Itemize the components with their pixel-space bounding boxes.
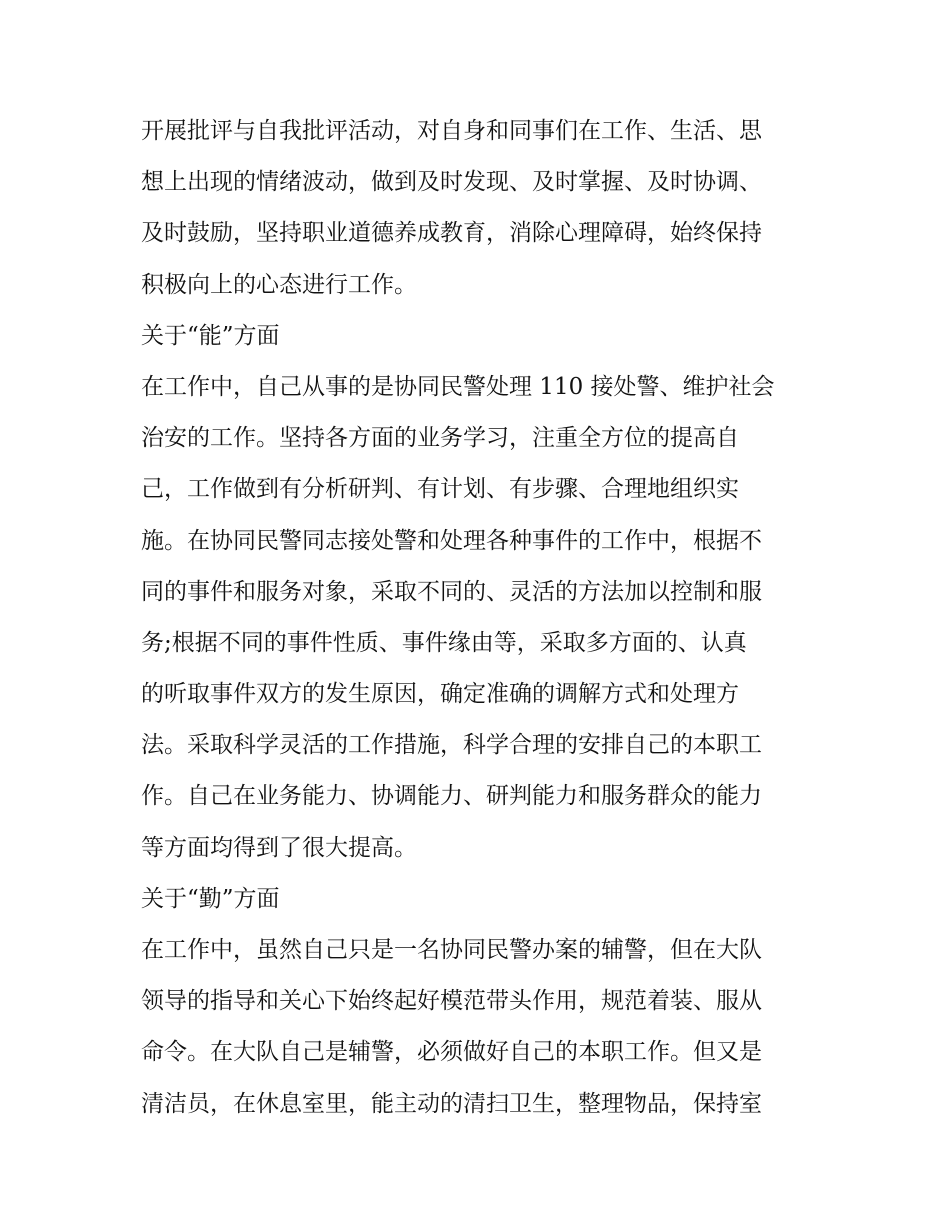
text-line: 作。自己在业务能力、协调能力、研判能力和服务群众的能力 [141, 783, 762, 810]
section-heading-qin: 关于“勤”方面 [141, 885, 280, 912]
text-line: 开展批评与自我批评活动，对自身和同事们在工作、生活、思 [141, 118, 762, 144]
text-line: 清洁员，在休息室里，能主动的清扫卫生，整理物品，保持室 [141, 1090, 762, 1117]
text-line: 己，工作做到有分析研判、有计划、有步骤、合理地组织实 [141, 476, 739, 503]
text-line: 领导的指导和关心下始终起好模范带头作用，规范着装、服从 [141, 988, 762, 1015]
text-line: 在工作中，自己从事的是协同民警处理 110 接处警、维护社会 [141, 373, 775, 400]
text-line: 及时鼓励，坚持职业道德养成教育，消除心理障碍，始终保持 [141, 220, 762, 247]
text-line: 想上出现的情绪波动，做到及时发现、及时掌握、及时协调、 [141, 169, 762, 196]
text-line: 施。在协同民警同志接处警和处理各种事件的工作中，根据不 [141, 527, 762, 554]
document-body [141, 106, 821, 1130]
text-line: 治安的工作。坚持各方面的业务学习，注重全方位的提高自 [141, 425, 739, 452]
text-line: 法。采取科学灵活的工作措施，科学合理的安排自己的本职工 [141, 732, 762, 759]
text-line: 同的事件和服务对象，采取不同的、灵活的方法加以控制和服 [141, 578, 762, 605]
text-line: 的听取事件双方的发生原因，确定准确的调解方式和处理方 [141, 681, 739, 708]
section-heading-neng: 关于“能”方面 [141, 322, 280, 349]
text-line: 命令。在大队自己是辅警，必须做好自己的本职工作。但又是 [141, 1039, 762, 1066]
text-line: 务;根据不同的事件性质、事件缘由等，采取多方面的、认真 [141, 629, 747, 656]
text-line: 等方面均得到了很大提高。 [141, 834, 417, 861]
text-line: 在工作中，虽然自己只是一名协同民警办案的辅警，但在大队 [141, 937, 762, 963]
text-line: 积极向上的心态进行工作。 [141, 271, 417, 298]
